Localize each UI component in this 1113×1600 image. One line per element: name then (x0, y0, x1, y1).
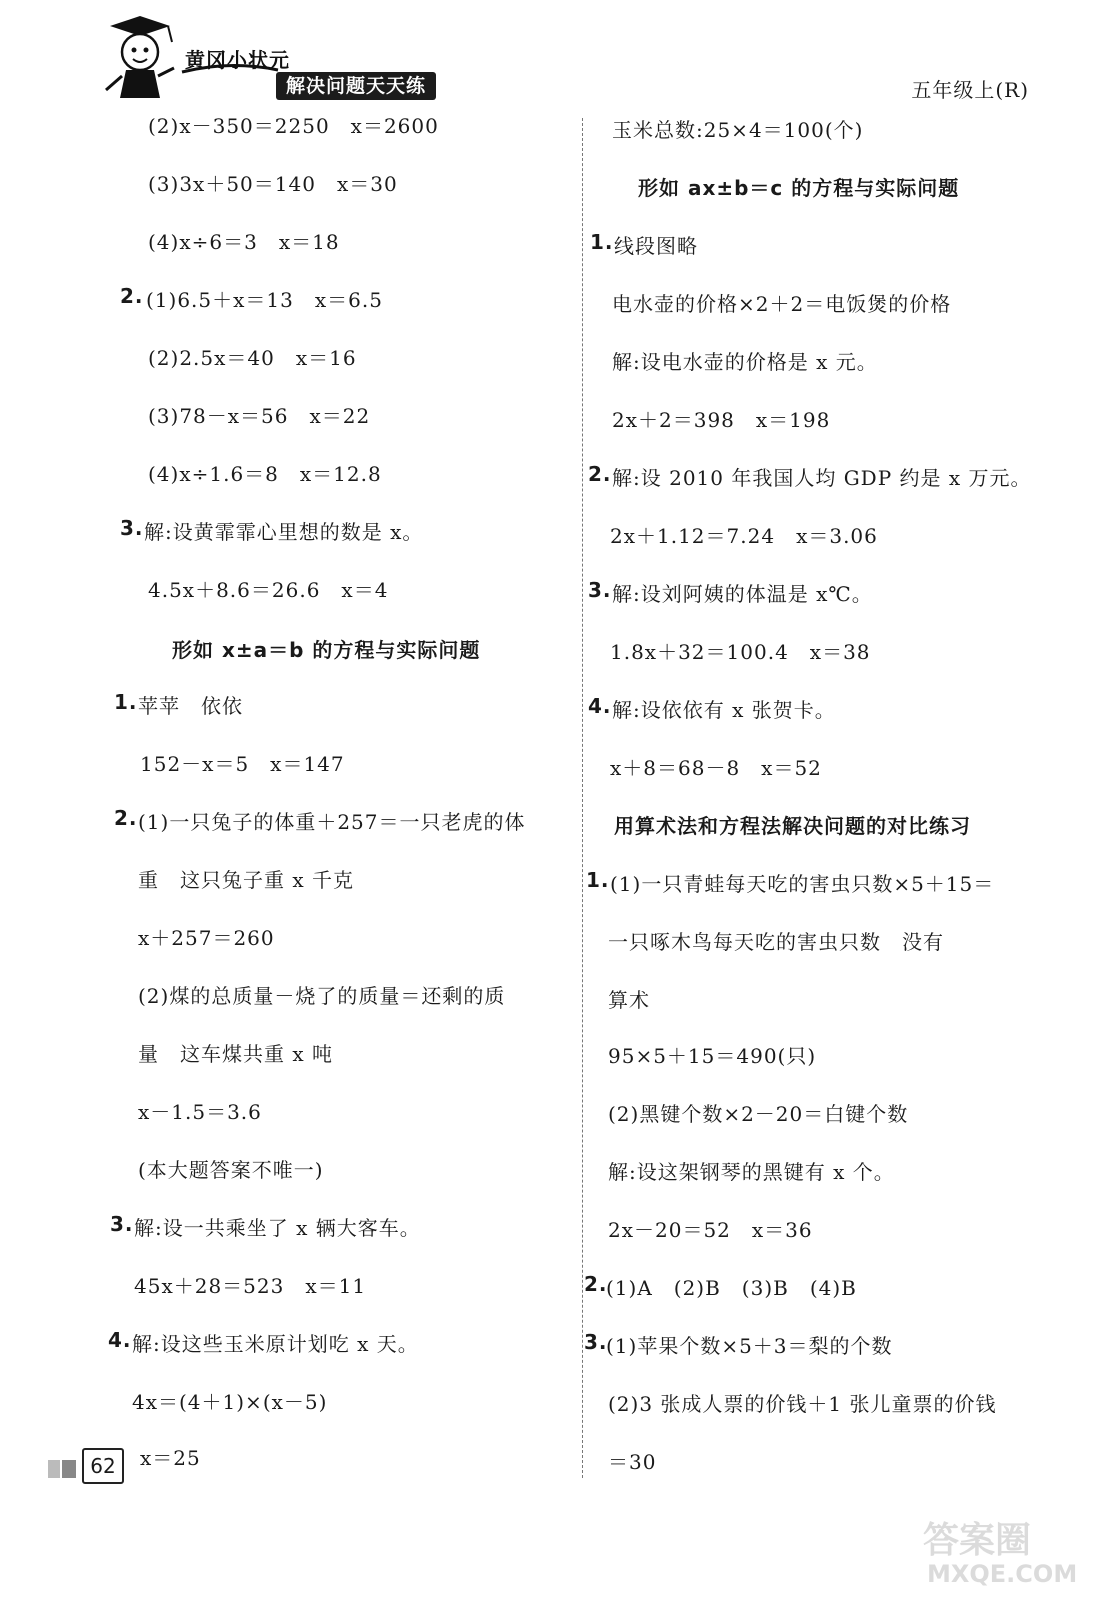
answer-line: (4)x÷1.6＝8 x＝12.8 (148, 462, 382, 486)
grade-label: 五年级上(R) (911, 78, 1029, 102)
swoosh-decoration (180, 62, 280, 76)
answer-line: (2)黑键个数×2－20＝白键个数 (608, 1102, 909, 1126)
question-number: 1. (586, 868, 610, 892)
question-number: 2. (120, 284, 144, 308)
section-heading: 用算术法和方程法解决问题的对比练习 (614, 814, 971, 838)
answer-line: (2)2.5x＝40 x＝16 (148, 346, 357, 370)
question-number: 2. (584, 1272, 608, 1296)
question-number: 1. (114, 690, 138, 714)
answer-line: 1.8x＋32＝100.4 x＝38 (610, 640, 871, 664)
page-header (0, 0, 1113, 115)
answer-line: x－1.5＝3.6 (138, 1100, 262, 1124)
answer-line: 2x＋1.12＝7.24 x＝3.06 (610, 524, 878, 548)
answer-line: 一只啄木鸟每天吃的害虫只数 没有 (608, 930, 944, 954)
answer-line: 苹苹 依依 (138, 694, 243, 718)
answer-line: (3)3x＋50＝140 x＝30 (148, 172, 398, 196)
answer-line: (1)苹果个数×5＋3＝梨的个数 (606, 1334, 893, 1358)
answer-line: x＋257＝260 (138, 926, 275, 950)
page-tab-icon (48, 1456, 78, 1482)
answer-line: 电水壶的价格×2＋2＝电饭煲的价格 (612, 292, 952, 316)
answer-line: x＝25 (140, 1446, 201, 1470)
book-title: 解决问题天天练 (276, 72, 436, 100)
answer-line: 玉米总数:25×4＝100(个) (612, 118, 864, 142)
answer-line: 解:设 2010 年我国人均 GDP 约是 x 万元。 (612, 466, 1032, 490)
question-number: 3. (588, 578, 612, 602)
svg-text:答案圈: 答案圈 (923, 1520, 1032, 1561)
answer-line: ＝30 (608, 1450, 657, 1474)
answer-line: (2)3 张成人票的价钱＋1 张儿童票的价钱 (608, 1392, 997, 1416)
answer-line: 解:设这架钢琴的黑键有 x 个。 (608, 1160, 895, 1184)
question-number: 3. (110, 1212, 134, 1236)
answer-line: (2)煤的总质量－烧了的质量＝还剩的质 (138, 984, 506, 1008)
brand-name: 黄冈小状元 (185, 48, 290, 72)
answer-line: 重 这只兔子重 x 千克 (138, 868, 354, 892)
answer-line: 2x－20＝52 x＝36 (608, 1218, 813, 1242)
question-number: 3. (120, 516, 144, 540)
watermark-logo (917, 1510, 1087, 1590)
answer-line: 45x＋28＝523 x＝11 (134, 1274, 367, 1298)
answer-line: (1)6.5＋x＝13 x＝6.5 (146, 288, 383, 312)
answer-line: 2x＋2＝398 x＝198 (612, 408, 831, 432)
mascot-logo-icon (100, 12, 180, 102)
answer-line: 解:设黄霏霏心里想的数是 x。 (144, 520, 424, 544)
answer-line: 4.5x＋8.6＝26.6 x＝4 (148, 578, 389, 602)
question-number: 2. (114, 806, 138, 830)
question-number: 4. (588, 694, 612, 718)
answer-line: (1)一只青蛙每天吃的害虫只数×5＋15＝ (610, 872, 995, 896)
page-number: 62 (82, 1448, 124, 1484)
answer-line: (本大题答案不唯一) (138, 1158, 324, 1182)
section-heading: 形如 x±a＝b 的方程与实际问题 (172, 638, 481, 662)
answer-line: 解:设电水壶的价格是 x 元。 (612, 350, 878, 374)
answer-line: 解:设依依有 x 张贺卡。 (612, 698, 836, 722)
answer-line: 线段图略 (614, 234, 698, 258)
column-divider (582, 118, 583, 1478)
answer-line: (3)78－x＝56 x＝22 (148, 404, 371, 428)
answer-line: 95×5＋15＝490(只) (608, 1044, 817, 1068)
answer-line: (2)x－350＝2250 x＝2600 (148, 114, 439, 138)
answer-line: 152－x＝5 x＝147 (140, 752, 345, 776)
answer-line: 解:设这些玉米原计划吃 x 天。 (132, 1332, 419, 1356)
answer-line: 解:设一共乘坐了 x 辆大客车。 (134, 1216, 421, 1240)
answer-line: 量 这车煤共重 x 吨 (138, 1042, 333, 1066)
answer-line: x＋8＝68－8 x＝52 (610, 756, 822, 780)
question-number: 1. (590, 230, 614, 254)
answer-line: (1)A (2)B (3)B (4)B (606, 1276, 857, 1300)
question-number: 2. (588, 462, 612, 486)
answer-line: 算术 (608, 988, 650, 1012)
answer-line: 4x＝(4＋1)×(x－5) (132, 1390, 328, 1414)
answer-line: 解:设刘阿姨的体温是 x℃。 (612, 582, 873, 606)
question-number: 3. (584, 1330, 608, 1354)
svg-text:MXQE.COM: MXQE.COM (927, 1560, 1078, 1588)
answer-line: (4)x÷6＝3 x＝18 (148, 230, 340, 254)
answer-line: (1)一只兔子的体重＋257＝一只老虎的体 (138, 810, 526, 834)
question-number: 4. (108, 1328, 132, 1352)
section-heading: 形如 ax±b＝c 的方程与实际问题 (638, 176, 960, 200)
